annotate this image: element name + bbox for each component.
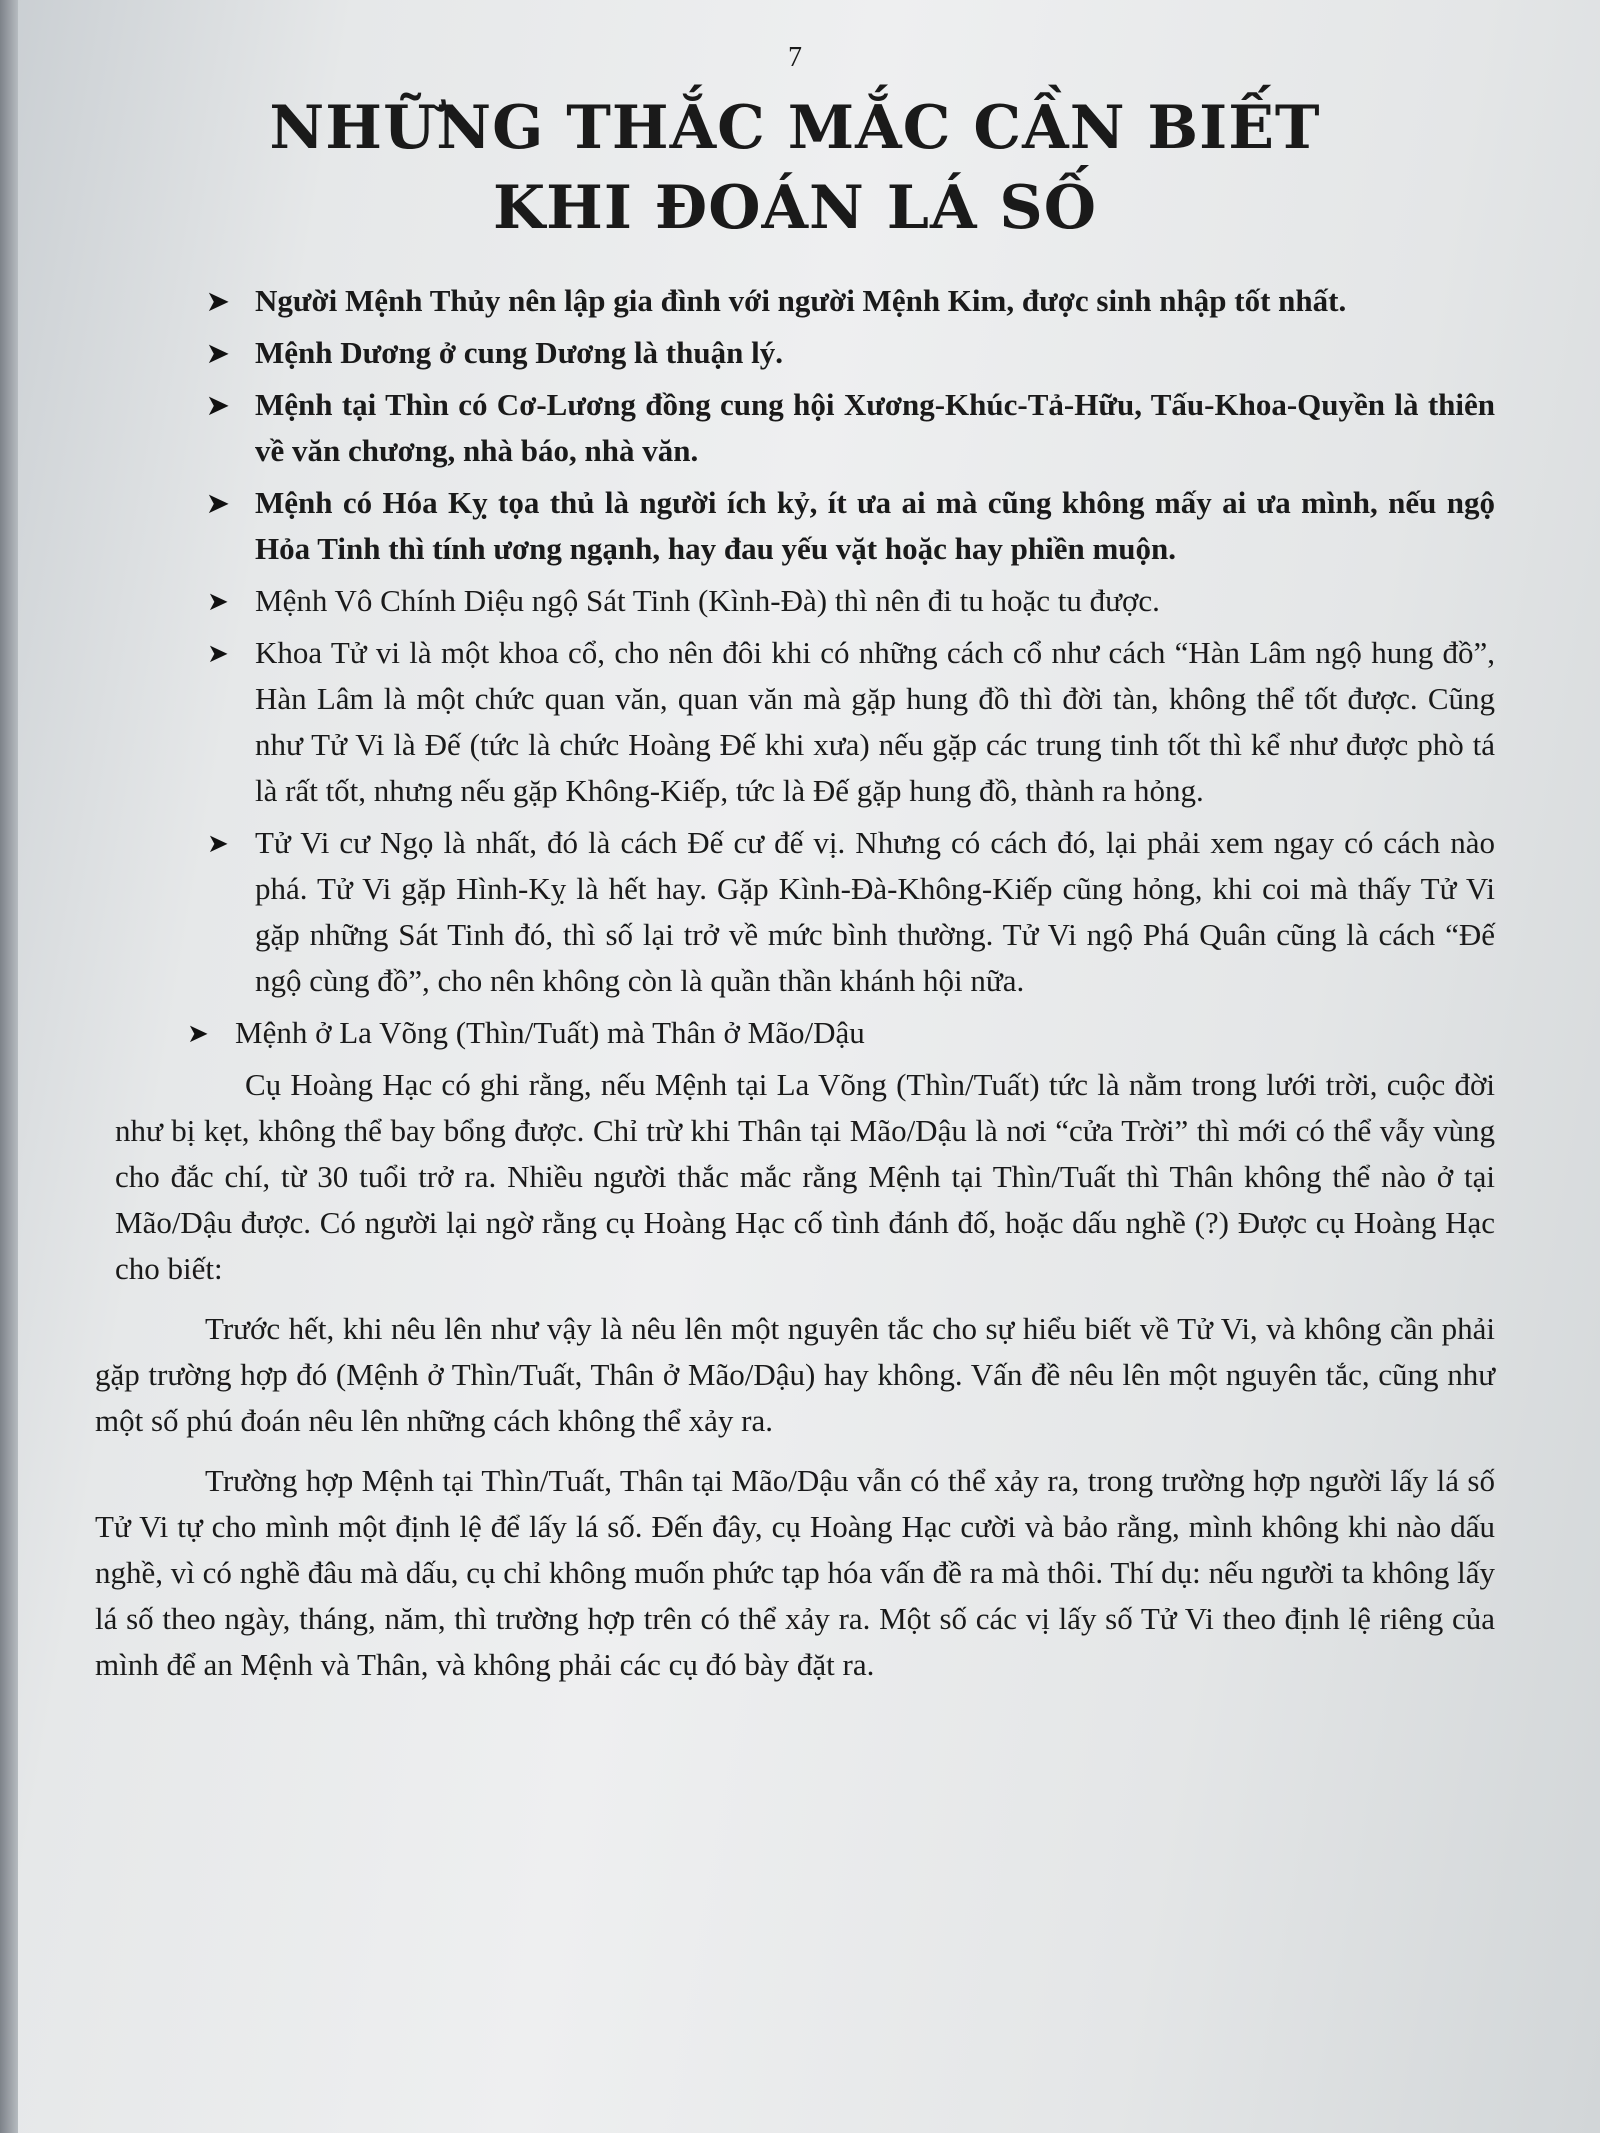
bullet-item <box>95 1010 1495 1056</box>
bullet-text: Mệnh Dương ở cung Dương là thuận lý. <box>255 335 783 370</box>
body-paragraph: Cụ Hoàng Hạc có ghi rằng, nếu Mệnh tại La Võng (Thìn/Tuất) tức là nằm trong lưới trời, cuộc đời như bị kẹt, không thể bay bổng được. Chỉ trừ khi Thân tại Mão/Dậu là nơi “cửa Trời” thì mới có thể vẫy vùng cho đắc chí, từ 30 tuổi trở ra. Nhiều người thắc mắc rằng Mệnh tại Thìn/Tuất thì Thân không thể nào ở tại Mão/Dậu được. Có người lại ngờ rằng cụ Hoàng Hạc cố tình đánh đố, hoặc dấu nghề (?) Được cụ Hoàng Hạc cho biết: <box>115 1067 1495 1286</box>
bullet-item <box>95 382 1495 474</box>
bullet-item <box>95 630 1495 814</box>
arrowhead-bullet-icon: ➤ <box>207 391 229 420</box>
arrowhead-bullet-icon: ➤ <box>207 339 229 368</box>
bullet-text: Khoa Tử vi là một khoa cổ, cho nên đôi khi có những cách cổ như cách “Hàn Lâm ngộ hung đồ”, Hàn Lâm là một chức quan văn, quan văn mà gặp hung đồ thì đời tàn, không thể tốt được. Cũng như Tử Vi là Đế (tức là chức Hoàng Đế khi xưa) nếu gặp các trung tinh tốt thì kể như được phò tá là rất tốt, nhưng nếu gặp Không-Kiếp, tức là Đế gặp hung đồ, thành ra hỏng. <box>255 635 1495 808</box>
chapter-title-line-2: KHI ĐOÁN LÁ SỐ <box>492 173 1097 243</box>
arrowhead-bullet-icon: ➤ <box>207 489 229 518</box>
bullet-item <box>95 278 1495 324</box>
body-paragraph: Trước hết, khi nêu lên như vậy là nêu lên một nguyên tắc cho sự hiểu biết về Tử Vi, và không cần phải gặp trường hợp đó (Mệnh ở Thìn/Tuất, Thân ở Mão/Dậu) hay không. Vấn đề nêu lên một nguyên tắc, cũng như một số phú đoán nêu lên những cách không thể xảy ra. <box>95 1311 1495 1438</box>
bullet-item <box>95 578 1495 624</box>
page-number: 7 <box>788 42 802 73</box>
bullet-text: Mệnh Vô Chính Diệu ngộ Sát Tinh (Kình-Đà) thì nên đi tu hoặc tu được. <box>255 583 1160 618</box>
chapter-title <box>95 88 1495 248</box>
bullet-text: Tử Vi cư Ngọ là nhất, đó là cách Đế cư đế vị. Nhưng có cách đó, lại phải xem ngay có cách nào phá. Tử Vi gặp Hình-Kỵ là hết hay. Gặp Kình-Đà-Không-Kiếp cũng hỏng, khi coi mà thấy Tử Vi gặp những Sát Tinh đó, thì số lại trở về mức bình thường. Tử Vi ngộ Phá Quân cũng là cách “Đế ngộ cùng đồ”, cho nên không còn là quần thần khánh hội nữa. <box>255 825 1495 998</box>
bullet-item <box>95 820 1495 1004</box>
body-paragraph: Trường hợp Mệnh tại Thìn/Tuất, Thân tại Mão/Dậu vẫn có thể xảy ra, trong trường hợp người lấy lá số Tử Vi tự cho mình một định lệ để lấy lá số. Đến đây, cụ Hoàng Hạc cười và bảo rằng, mình không khi nào dấu nghề, vì có nghề đâu mà dấu, cụ chỉ không muốn phức tạp hóa vấn đề ra mà thôi. Thí dụ: nếu người ta không lấy lá số theo ngày, tháng, năm, thì trường hợp trên có thể xảy ra. Một số các vị lấy số Tử Vi theo định lệ riêng của mình để an Mệnh và Thân, và không phải các cụ đó bày đặt ra. <box>95 1463 1495 1682</box>
bullet-text: Người Mệnh Thủy nên lập gia đình với người Mệnh Kim, được sinh nhập tốt nhất. <box>255 283 1347 318</box>
bullet-text: Mệnh có Hóa Kỵ tọa thủ là người ích kỷ, ít ưa ai mà cũng không mấy ai ưa mình, nếu ngộ Hỏa Tinh thì tính ương ngạnh, hay đau yếu vặt hoặc hay phiền muộn. <box>255 485 1495 566</box>
bullet-list <box>95 278 1495 1056</box>
bullet-text: Mệnh tại Thìn có Cơ-Lương đồng cung hội Xương-Khúc-Tả-Hữu, Tấu-Khoa-Quyền là thiên về văn chương, nhà báo, nhà văn. <box>255 387 1495 468</box>
arrowhead-bullet-icon: ➤ <box>207 639 229 668</box>
book-spine <box>0 0 18 2133</box>
bullet-text: Mệnh ở La Võng (Thìn/Tuất) mà Thân ở Mão/Dậu <box>235 1015 865 1050</box>
page-content <box>95 30 1495 1688</box>
chapter-title-line-1: NHỮNG THẮC MẮC CẦN BIẾT <box>269 93 1321 163</box>
arrowhead-bullet-icon: ➤ <box>207 829 229 858</box>
bullet-item <box>95 330 1495 376</box>
bullet-item <box>95 480 1495 572</box>
arrowhead-bullet-icon: ➤ <box>207 587 229 616</box>
arrowhead-bullet-icon: ➤ <box>207 287 229 316</box>
arrowhead-bullet-icon: ➤ <box>187 1019 209 1048</box>
